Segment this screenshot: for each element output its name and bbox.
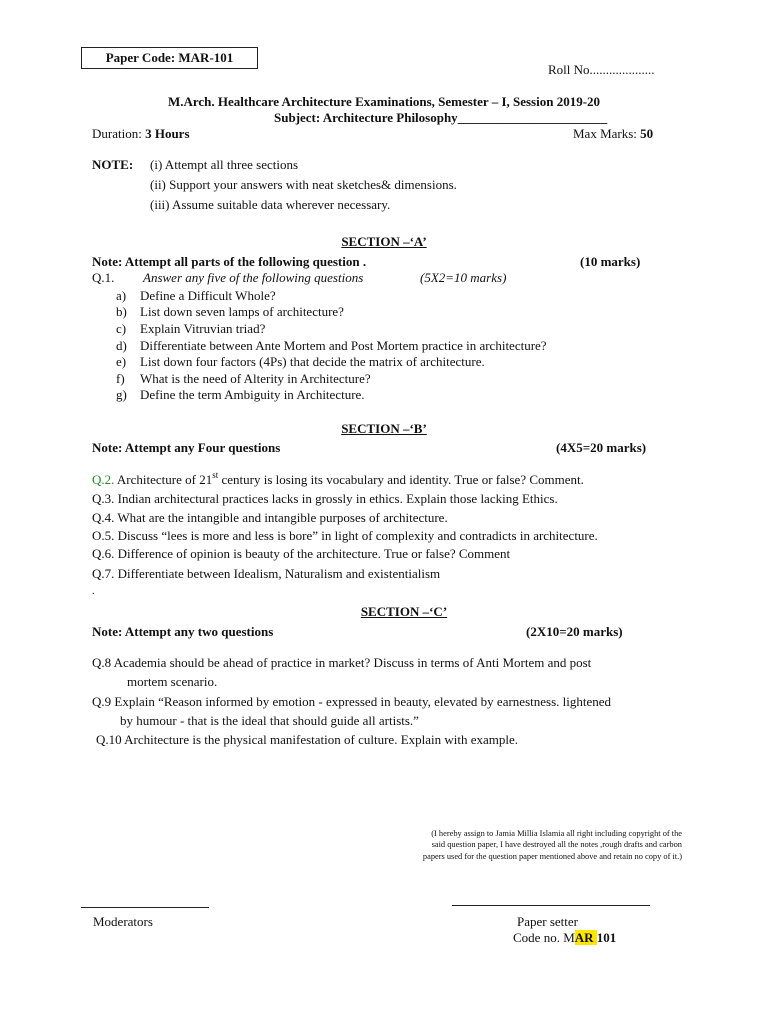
list-item-label: a): [116, 288, 127, 303]
q2-number: Q.2.: [92, 472, 115, 487]
subject-line: [274, 110, 607, 126]
list-item-label: b): [116, 304, 127, 319]
copyright-declaration: (I hereby assign to Jamia Millia Islamia all right including copyright of the said question paper, I have destroyed all the notes ,rough drafts and carbon papers used for the question paper mentioned above and retain no copy of it.): [422, 829, 682, 861]
duration-label: Duration:: [92, 126, 146, 141]
max-marks: [573, 126, 653, 142]
question-q2: [92, 469, 584, 488]
section-a-marks: (10 marks): [580, 254, 641, 269]
q2-superscript: st: [212, 469, 219, 480]
list-item-label: c): [116, 321, 127, 336]
duration: [92, 126, 190, 142]
section-c-marks: (2X10=20 marks): [526, 624, 623, 639]
question-q4: Q.4. What are the intangible and intangible purposes of architecture.: [92, 510, 448, 525]
question-q8: Q.8 Academia should be ahead of practice in market? Discuss in terms of Anti Mortem and post: [92, 655, 592, 670]
question-q9-continued: by humour - that is the ideal that should guide all artists.”: [120, 713, 419, 728]
section-c-heading: SECTION –‘C’: [360, 604, 448, 619]
question-q6: Q.6. Difference of opinion is beauty of the architecture. True or false? Comment: [92, 546, 511, 561]
question-q8-continued: mortem scenario.: [127, 674, 218, 689]
note-item: (ii) Support your answers with neat sketches& dimensions.: [150, 177, 457, 192]
exam-title: M.Arch. Healthcare Architecture Examinations, Semester – I, Session 2019-20: [167, 94, 601, 109]
q2-text-before: Architecture of 21: [114, 472, 213, 487]
note-item: (i) Attempt all three sections: [150, 157, 299, 172]
list-item-text: Differentiate between Ante Mortem and Post Mortem practice in architecture?: [140, 338, 547, 353]
question-q3: Q.3. Indian architectural practices lacks in grossly in ethics. Explain those lacking Ethics.: [92, 491, 558, 506]
list-item-label: g): [116, 387, 127, 402]
section-a-instruction: Note: Attempt all parts of the following question .: [92, 254, 367, 269]
list-item-text: List down four factors (4Ps) that decide the matrix of architecture.: [140, 354, 485, 369]
section-b-heading: SECTION –‘B’: [341, 421, 427, 436]
max-marks-value: 50: [640, 126, 654, 141]
list-item-text: What is the need of Alterity in Architecture?: [140, 371, 371, 386]
section-a-heading: SECTION –‘A’: [341, 234, 427, 249]
note-label: NOTE:: [92, 157, 134, 172]
list-item-label: e): [116, 354, 127, 369]
moderators-label: Moderators: [93, 914, 153, 929]
q1-number: Q.1.: [92, 270, 115, 285]
section-b-instruction: Note: Attempt any Four questions: [92, 440, 281, 455]
duration-value: 3 Hours: [145, 126, 190, 141]
q2-text-after: century is losing its vocabulary and identity. True or false? Comment.: [218, 472, 584, 487]
list-item-label: d): [116, 338, 127, 353]
section-b-marks: (4X5=20 marks): [556, 440, 647, 455]
list-item-text: Define a Difficult Whole?: [140, 288, 276, 303]
question-q9: Q.9 Explain “Reason informed by emotion - expressed in beauty, elevated by earnestness. lightened: [92, 694, 612, 709]
q1-marks: (5X2=10 marks): [420, 270, 507, 285]
list-item-label: f): [116, 371, 125, 386]
code-number-prefix: Code no. M: [513, 930, 575, 945]
code-number-suffix: 101: [596, 930, 617, 945]
subject-blank: _______________________: [457, 110, 608, 125]
trailing-mark: .: [92, 586, 95, 597]
q1-text: Answer any five of the following questions: [143, 270, 364, 285]
paper-setter-label: Paper setter: [517, 914, 579, 929]
roll-number-field: Roll No....................: [548, 62, 655, 77]
list-item-text: Define the term Ambiguity in Architecture.: [140, 387, 365, 402]
paper-code-box: [81, 47, 258, 69]
paper-code-label: Paper Code: MAR-101: [105, 50, 234, 65]
note-item: (iii) Assume suitable data wherever necessary.: [150, 197, 391, 212]
question-q5: O.5. Discuss “lees is more and less is bore” in light of complexity and contradicts in architecture.: [92, 528, 598, 543]
code-number: [513, 930, 616, 946]
section-c-instruction: Note: Attempt any two questions: [92, 624, 274, 639]
list-item-text: List down seven lamps of architecture?: [140, 304, 344, 319]
moderators-signature-line: [81, 907, 209, 908]
paper-setter-signature-line: [452, 905, 650, 906]
question-q7: Q.7. Differentiate between Idealism, Naturalism and existentialism: [92, 566, 441, 581]
list-item-text: Explain Vitruvian triad?: [140, 321, 266, 336]
subject-text: Subject: Architecture Philosophy: [274, 110, 458, 125]
max-marks-label: Max Marks:: [573, 126, 641, 141]
question-q10: Q.10 Architecture is the physical manifestation of culture. Explain with example.: [96, 732, 519, 747]
code-number-highlight: AR: [574, 930, 597, 945]
